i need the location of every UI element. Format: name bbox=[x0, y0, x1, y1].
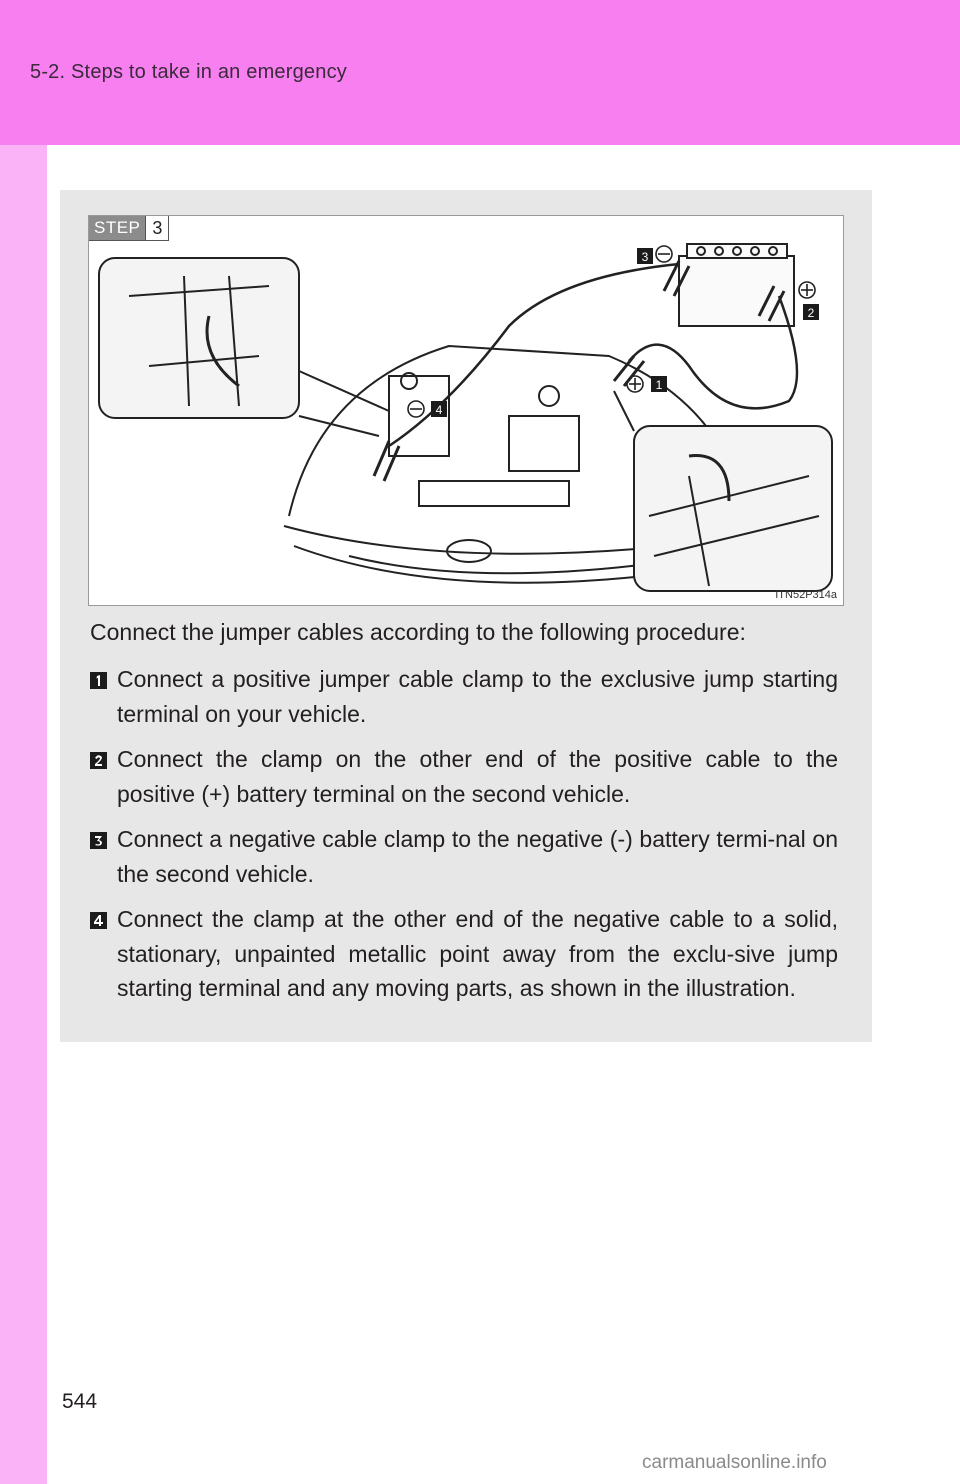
step-text: Connect a negative cable clamp to the negative (-) battery termi-nal on the second vehicle. bbox=[117, 826, 838, 887]
step-marker-1-icon bbox=[90, 672, 107, 689]
step-text: Connect the clamp on the other end of the positive cable to the positive (+) battery terminal on the second vehicle. bbox=[117, 746, 838, 807]
section-title: 5-2. Steps to take in an emergency bbox=[30, 61, 347, 83]
procedure-step-1 bbox=[90, 662, 838, 731]
jump-start-figure bbox=[88, 215, 844, 606]
svg-text:4: 4 bbox=[435, 403, 443, 417]
engine-bay-illustration bbox=[89, 216, 844, 606]
step-badge bbox=[89, 216, 169, 241]
step-marker-2-icon bbox=[90, 752, 107, 769]
procedure-step-2 bbox=[90, 742, 838, 811]
step-marker-3-icon bbox=[90, 832, 107, 849]
procedure-steps bbox=[90, 662, 838, 1017]
svg-text:3: 3 bbox=[641, 250, 649, 264]
svg-text:2: 2 bbox=[807, 306, 815, 320]
svg-text:1: 1 bbox=[655, 378, 663, 392]
step-word: STEP bbox=[89, 216, 145, 240]
step-marker-4-icon bbox=[90, 912, 107, 929]
procedure-step-4 bbox=[90, 902, 838, 1006]
step-number: 3 bbox=[145, 216, 168, 240]
procedure-intro: Connect the jumper cables according to the following procedure: bbox=[90, 619, 746, 645]
page-number: 544 bbox=[62, 1390, 98, 1413]
side-strip bbox=[0, 145, 47, 1484]
step-text: Connect a positive jumper cable clamp to the exclusive jump starting terminal on your vehicle. bbox=[117, 666, 838, 727]
step-text: Connect the clamp at the other end of the negative cable to a solid, stationary, unpainted metallic point away from the exclu-sive jump starting terminal and any moving parts, as shown in the illustration. bbox=[117, 906, 838, 1001]
figure-code: ITN52P314a bbox=[775, 589, 837, 601]
watermark: carmanualsonline.info bbox=[642, 1452, 827, 1473]
procedure-step-3 bbox=[90, 822, 838, 891]
